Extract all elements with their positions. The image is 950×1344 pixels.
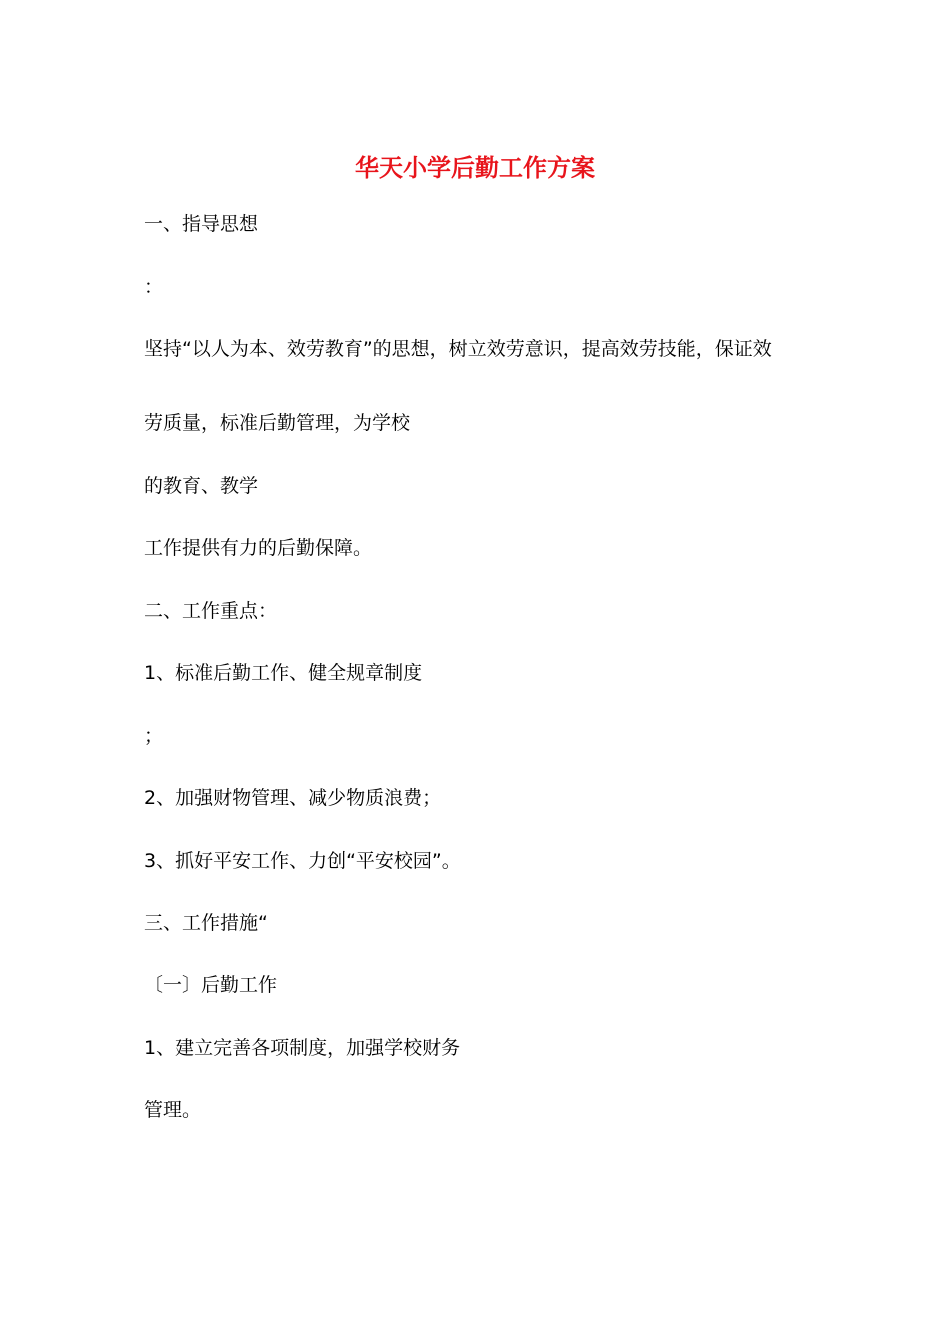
text-line: 坚持“以人为本、效劳教育”的思想，树立效劳意识，提高效劳技能，保证效 xyxy=(144,338,772,360)
subsection-heading: 〔一〕后勤工作 xyxy=(144,974,278,996)
list-item: 2、加强财物管理、减少物质浪费； xyxy=(144,787,442,809)
text-line: ： xyxy=(144,276,164,298)
text-line: 工作提供有力的后勤保障。 xyxy=(144,537,373,559)
text-line: 劳质量，标准后勤管理，为学校 xyxy=(144,412,411,434)
text-line: 管理。 xyxy=(144,1099,202,1121)
text-line: 的教育、教学 xyxy=(144,475,259,497)
section-heading-guiding-thought: 一、指导思想 xyxy=(144,213,259,235)
section-heading-work-focus: 二、工作重点： xyxy=(144,600,278,622)
text-line: ； xyxy=(144,725,164,747)
document-title: 华天小学后勤工作方案 xyxy=(355,154,595,182)
list-item: 1、建立完善各项制度，加强学校财务 xyxy=(144,1037,461,1059)
list-item: 1、标准后勤工作、健全规章制度 xyxy=(144,662,423,684)
section-heading-work-measures: 三、工作措施“ xyxy=(144,912,268,934)
list-item: 3、抓好平安工作、力创“平安校园”。 xyxy=(144,850,461,872)
